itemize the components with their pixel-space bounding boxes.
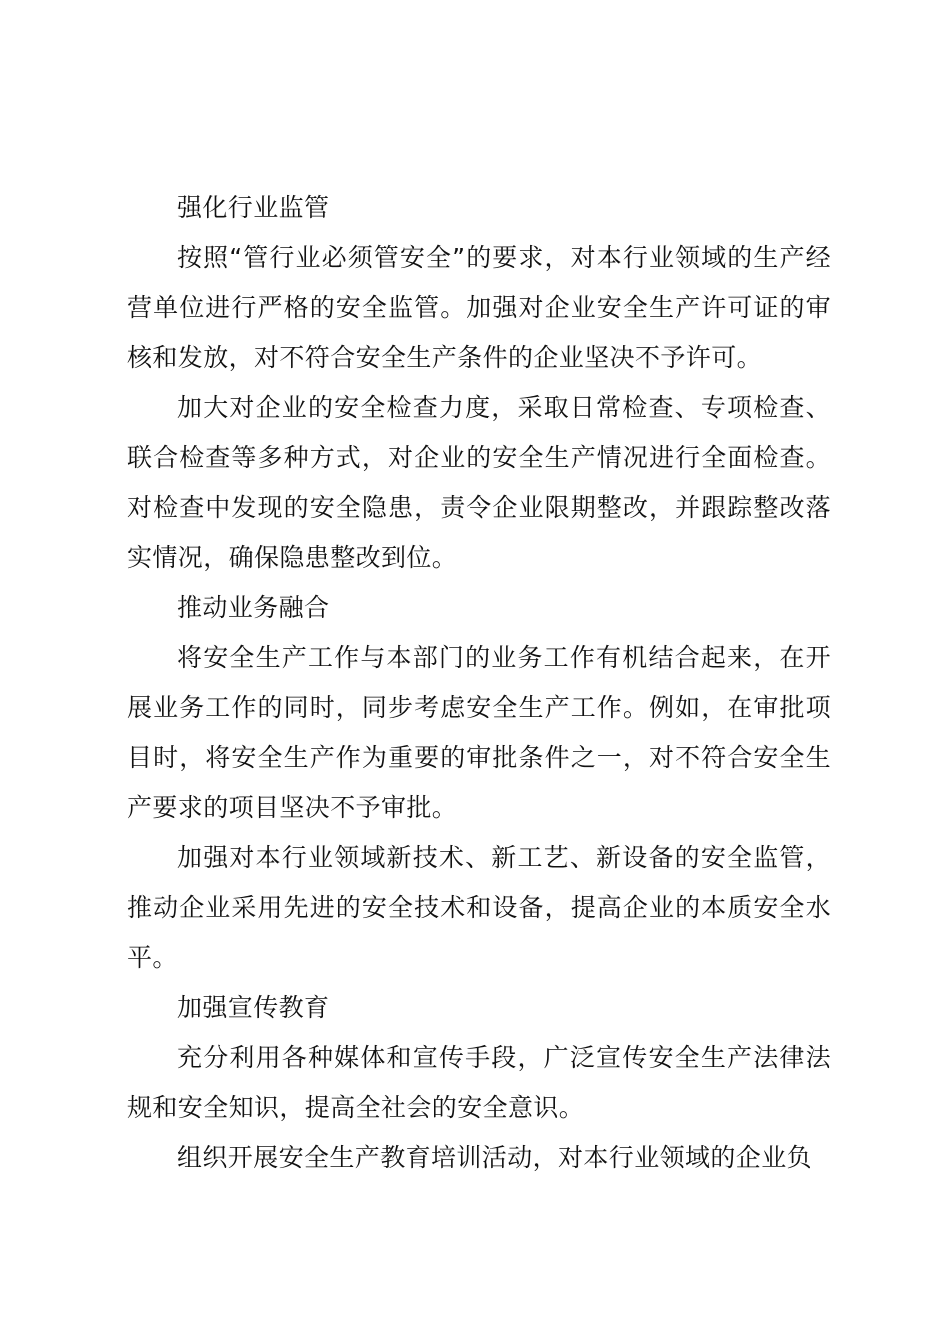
paragraph: 按照“管行业必须管安全”的要求，对本行业领域的生产经营单位进行严格的安全监管。加强对企业安全生产许可证的审核和发放，对不符合安全生产条件的企业坚决不予许可。	[127, 243, 831, 372]
document-page	[127, 183, 831, 1183]
section-heading-publicity-education: 加强宣传教育	[177, 993, 330, 1022]
paragraph: 组织开展安全生产教育培训活动，对本行业领域的企业负	[177, 1143, 813, 1172]
section-heading-industry-supervision: 强化行业监管	[177, 193, 330, 222]
section-heading-business-integration: 推动业务融合	[177, 593, 330, 622]
paragraph: 充分利用各种媒体和宣传手段，广泛宣传安全生产法律法规和安全知识，提高全社会的安全意识。	[127, 1043, 831, 1122]
paragraph: 将安全生产工作与本部门的业务工作有机结合起来，在开展业务工作的同时，同步考虑安全生产工作。例如，在审批项目时，将安全生产作为重要的审批条件之一，对不符合安全生产要求的项目坚决不予审批。	[127, 643, 831, 822]
paragraph: 加强对本行业领域新技术、新工艺、新设备的安全监管，推动企业采用先进的安全技术和设备，提高企业的本质安全水平。	[127, 843, 831, 972]
paragraph: 加大对企业的安全检查力度，采取日常检查、专项检查、联合检查等多种方式，对企业的安全生产情况进行全面检查。对检查中发现的安全隐患，责令企业限期整改，并跟踪整改落实情况，确保隐患整改到位。	[127, 393, 831, 572]
